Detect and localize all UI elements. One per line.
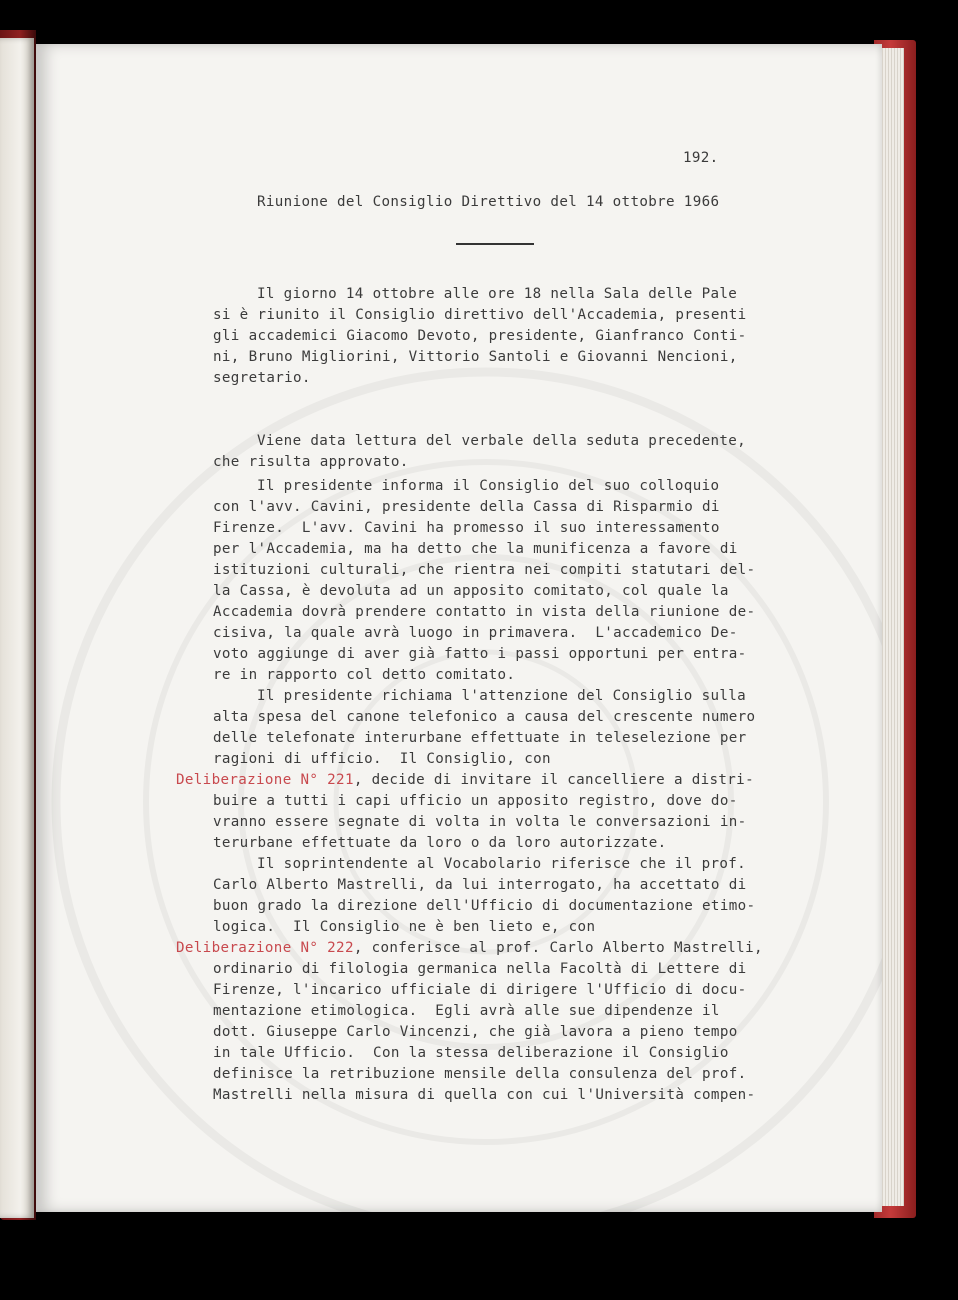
text-line: re in rapporto col detto comitato. [213,667,516,683]
text-line: che risulta approvato. [213,454,409,470]
text-line: ragioni di ufficio. Il Consiglio, con [213,751,551,767]
text-line: Firenze, l'incarico ufficiale di dirigere l'Ufficio di docu- [213,982,747,998]
text-line: Il giorno 14 ottobre alle ore 18 nella Sala delle Pale [257,286,738,302]
text-line: Mastrelli nella misura di quella con cui l'Università compen- [213,1087,756,1103]
deliberation-line [176,770,754,791]
text-line: gli accademici Giacomo Devoto, presidente, Gianfranco Conti- [213,328,747,344]
text-line: delle telefonate interurbane effettuate in teleselezione per [213,730,747,746]
text-line: ordinario di filologia germanica nella Facoltà di Lettere di [213,961,747,977]
text-line: mentazione etimologica. Egli avrà alle sue dipendenze il [213,1003,720,1019]
text-line: si è riunito il Consiglio direttivo dell'Accademia, presenti [213,307,747,323]
text-line: Accademia dovrà prendere contatto in vista della riunione de- [213,604,756,620]
left-page-edge [0,38,34,1218]
text-line: alta spesa del canone telefonico a causa del crescente numero [213,709,756,725]
text-line: Firenze. L'avv. Cavini ha promesso il suo interessamento [213,520,720,536]
text-line: vranno essere segnate di volta in volta le conversazioni in- [213,814,747,830]
deliberation-221-annotation: Deliberazione N° 221 [176,772,354,788]
text-line: Viene data lettura del verbale della seduta precedente, [257,433,747,449]
deliberation-222-annotation: Deliberazione N° 222 [176,940,354,956]
document-page [36,44,882,1212]
text-line: terurbane effettuate da loro o da loro autorizzate. [213,835,667,851]
page-number: 192. [683,150,719,166]
text-line: Il presidente richiama l'attenzione del Consiglio sulla [257,688,747,704]
text-line: con l'avv. Cavini, presidente della Cassa di Risparmio di [213,499,720,515]
text-line: ni, Bruno Migliorini, Vittorio Santoli e Giovanni Nencioni, [213,349,738,365]
document-title: Riunione del Consiglio Direttivo del 14 ottobre 1966 [257,194,720,210]
text-line: definisce la retribuzione mensile della consulenza del prof. [213,1066,747,1082]
text-line: cisiva, la quale avrà luogo in primavera. L'accademico De- [213,625,738,641]
text-line: istituzioni culturali, che rientra nei compiti statutari del- [213,562,756,578]
text-line: voto aggiunge di aver già fatto i passi opportuni per entra- [213,646,747,662]
deliberation-line [176,938,763,959]
text-line: in tale Ufficio. Con la stessa deliberazione il Consiglio [213,1045,729,1061]
text-line: la Cassa, è devoluta ad un apposito comitato, col quale la [213,583,729,599]
text-line: Il presidente informa il Consiglio del suo colloquio [257,478,720,494]
text-line: buire a tutti i capi ufficio un apposito registro, dove do- [213,793,738,809]
text-line: Carlo Alberto Mastrelli, da lui interrogato, ha accettato di [213,877,747,893]
text-fragment: , decide di invitare il cancelliere a distri- [353,772,754,788]
text-line: segretario. [213,370,311,386]
text-fragment: , conferisce al prof. Carlo Alberto Mastrelli, [353,940,763,956]
text-line: dott. Giuseppe Carlo Vincenzi, che già lavora a pieno tempo [213,1024,738,1040]
text-line: logica. Il Consiglio ne è ben lieto e, con [213,919,596,935]
text-line: buon grado la direzione dell'Ufficio di documentazione etimo- [213,898,756,914]
text-line: Il soprintendente al Vocabolario riferisce che il prof. [257,856,747,872]
text-line: per l'Accademia, ma ha detto che la munificenza a favore di [213,541,738,557]
title-rule [456,243,534,245]
